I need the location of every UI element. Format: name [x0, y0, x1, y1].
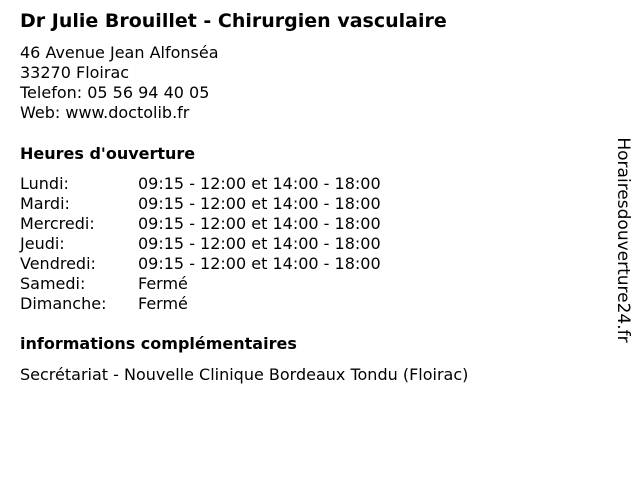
time-value: Fermé: [138, 294, 188, 313]
hours-row-sunday: [20, 294, 381, 314]
info-text: Secrétariat - Nouvelle Clinique Bordeaux Tondu (Floirac): [20, 365, 469, 384]
info-heading: informations complémentaires: [20, 334, 297, 353]
website: Web: www.doctolib.fr: [20, 103, 190, 122]
day-label: Dimanche:: [20, 294, 107, 313]
page-title: Dr Julie Brouillet - Chirurgien vasculaire: [20, 10, 447, 32]
time-value: 09:15 - 12:00 et 14:00 - 18:00: [138, 194, 381, 213]
city-address: 33270 Floirac: [20, 63, 130, 82]
site-watermark: Horairesdouverture24.fr: [613, 137, 633, 343]
hours-table: [20, 174, 381, 314]
hours-row-saturday: [20, 274, 381, 294]
hours-row-friday: [20, 254, 381, 274]
time-value: 09:15 - 12:00 et 14:00 - 18:00: [138, 254, 381, 273]
address-block: [20, 43, 219, 123]
phone-number: Telefon: 05 56 94 40 05: [20, 83, 210, 102]
hours-row-thursday: [20, 234, 381, 254]
time-value: 09:15 - 12:00 et 14:00 - 18:00: [138, 234, 381, 253]
hours-heading: Heures d'ouverture: [20, 144, 196, 163]
day-label: Vendredi:: [20, 254, 96, 273]
day-label: Mardi:: [20, 194, 70, 213]
day-label: Lundi:: [20, 174, 69, 193]
hours-row-tuesday: [20, 194, 381, 214]
day-label: Jeudi:: [20, 234, 65, 253]
hours-row-wednesday: [20, 214, 381, 234]
time-value: 09:15 - 12:00 et 14:00 - 18:00: [138, 174, 381, 193]
hours-row-monday: [20, 174, 381, 194]
time-value: 09:15 - 12:00 et 14:00 - 18:00: [138, 214, 381, 233]
street-address: 46 Avenue Jean Alfonséa: [20, 43, 219, 62]
day-label: Samedi:: [20, 274, 86, 293]
day-label: Mercredi:: [20, 214, 95, 233]
time-value: Fermé: [138, 274, 188, 293]
